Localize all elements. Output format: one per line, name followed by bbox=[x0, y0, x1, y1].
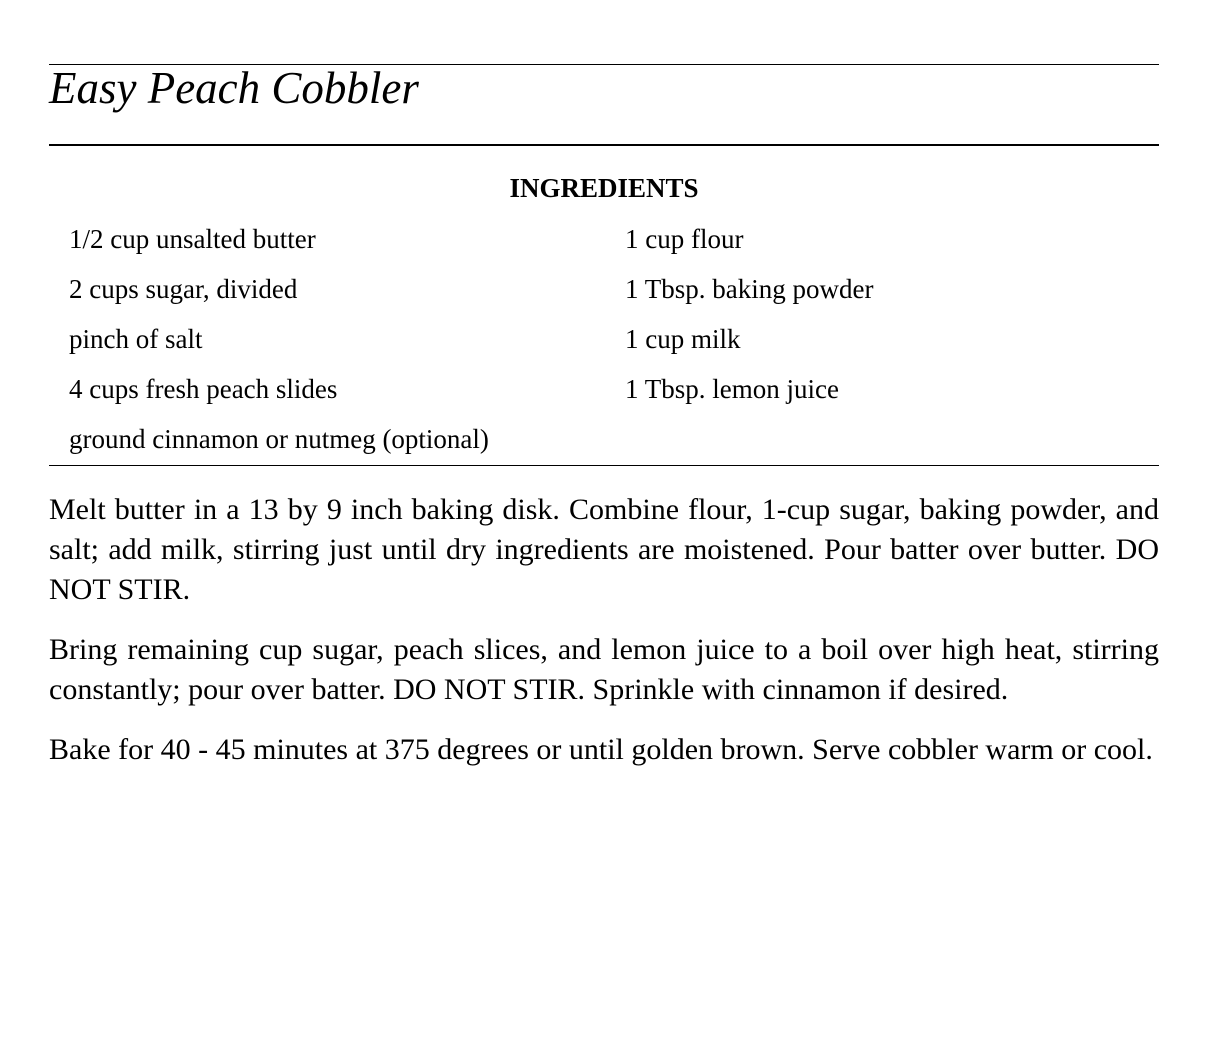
ingredient-item: 1 Tbsp. baking powder bbox=[625, 274, 874, 304]
ingredients-list-left bbox=[69, 222, 489, 472]
ingredients-heading: INGREDIENTS bbox=[509, 173, 699, 203]
ingredient-item: 1 Tbsp. lemon juice bbox=[625, 374, 839, 404]
direction-step: Bring remaining cup sugar, peach slices, and lemon juice to a boil over high heat, stirring constantly; pour over batter. DO NOT STIR. Sprinkle with cinnamon if desired. bbox=[49, 633, 1159, 706]
ingredient-item: pinch of salt bbox=[69, 324, 203, 354]
ingredient-item: 1 cup flour bbox=[625, 224, 744, 254]
direction-step: Melt butter in a 13 by 9 inch baking disk. Combine flour, 1-cup sugar, baking powder, and salt; add milk, stirring just until dry ingredients are moistened. Pour batter over butter. DO NOT STIR. bbox=[49, 493, 1159, 606]
ingredient-item: 4 cups fresh peach slides bbox=[69, 374, 338, 404]
direction-step: Bake for 40 - 45 minutes at 375 degrees or until golden brown. Serve cobbler warm or cool. bbox=[49, 733, 1153, 766]
directions bbox=[49, 490, 1159, 790]
ingredient-item: 1/2 cup unsalted butter bbox=[69, 224, 316, 254]
ingredient-item: 2 cups sugar, divided bbox=[69, 274, 298, 304]
ingredient-item: 1 cup milk bbox=[625, 324, 741, 354]
ingredient-item: ground cinnamon or nutmeg (optional) bbox=[69, 424, 489, 454]
ingredients-list-right bbox=[625, 222, 873, 422]
recipe-title: Easy Peach Cobbler bbox=[49, 63, 419, 113]
title-divider bbox=[49, 144, 1159, 146]
ingredients-divider bbox=[49, 465, 1159, 466]
